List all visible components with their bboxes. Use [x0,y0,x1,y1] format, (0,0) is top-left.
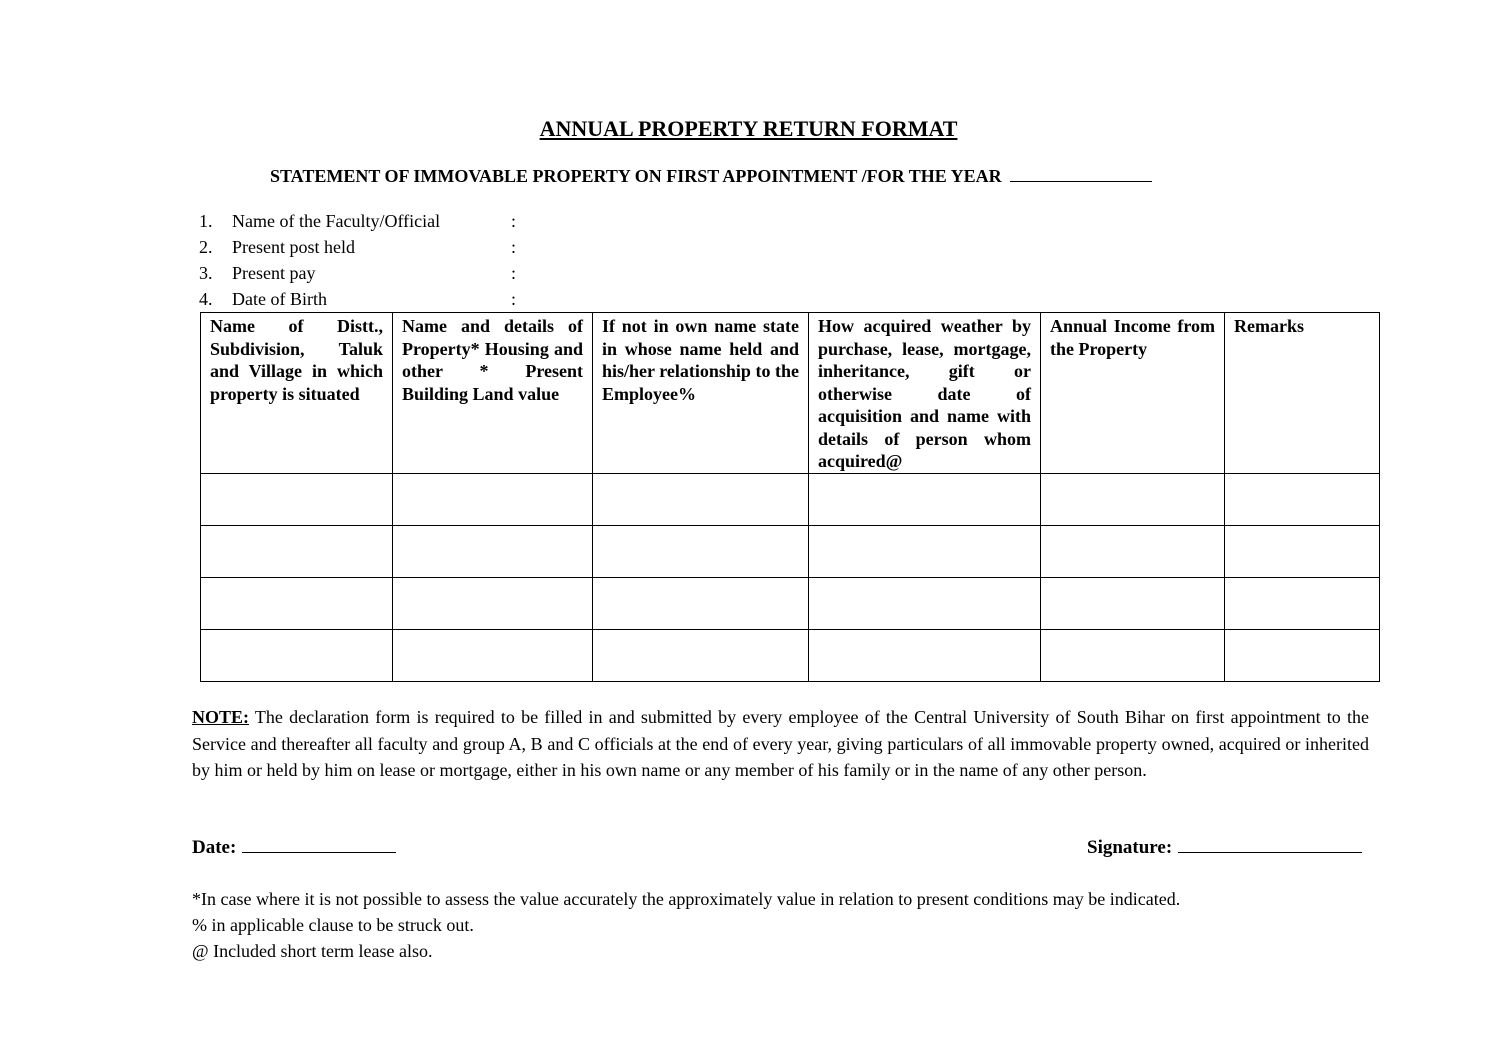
signature-label: Signature: [1087,837,1173,858]
date-line [192,836,396,859]
property-table [200,312,1380,682]
table-cell[interactable] [201,473,393,525]
field-number: 4. [199,289,213,309]
table-cell[interactable] [1225,629,1380,681]
note-text: The declaration form is required to be filled in and submitted by every employee of the Central University of South Bihar on first appointment to the Service and thereafter all faculty and group A, B and C officials at the end of every year, giving particulars of all immovable property owned, acquired or inherited by him or held by him on lease or mortgage, either in his own name or any member of his family or in the name of any other person. [192,707,1369,780]
field-label: Name of the Faculty/Official [232,211,441,231]
field-date-of-birth [199,286,599,312]
table-cell[interactable] [1041,473,1225,525]
field-label: Present pay [232,263,316,283]
table-row [201,577,1380,629]
header-property-details: Name and details of Property* Housing and other * Present Building Land value [393,313,593,474]
footnote-percent: % in applicable clause to be struck out. [192,915,474,935]
declaration-note [192,704,1369,784]
field-colon: : [511,289,517,309]
document-subtitle [270,166,1152,187]
header-held-name: If not in own name state in whose name held and his/her relationship to the Employee% [593,313,809,474]
signature-blank-line[interactable] [1178,836,1362,853]
field-colon: : [511,263,517,283]
table-cell[interactable] [1041,577,1225,629]
table-row [201,473,1380,525]
field-present-pay [199,260,599,286]
field-number: 2. [199,237,213,257]
date-label: Date: [192,837,237,858]
header-remarks: Remarks [1225,313,1380,474]
year-blank-line[interactable] [1010,167,1152,182]
table-cell[interactable] [1225,525,1380,577]
document-title: ANNUAL PROPERTY RETURN FORMAT [539,116,958,141]
table-cell[interactable] [201,577,393,629]
field-number: 1. [199,211,213,231]
field-number: 3. [199,263,213,283]
field-colon: : [511,237,517,257]
table-cell[interactable] [1041,629,1225,681]
table-cell[interactable] [593,525,809,577]
table-header-row [201,313,1380,474]
table-row [201,629,1380,681]
header-how-acquired: How acquired weather by purchase, lease, mortgage, inheritance, gift or otherwise date of acquisition and name with details of person whom acquired@ [809,313,1041,474]
field-post-held [199,234,599,260]
table-cell[interactable] [393,473,593,525]
table-cell[interactable] [593,629,809,681]
table-cell[interactable] [393,525,593,577]
footnote-at: @ Included short term lease also. [192,941,433,961]
table-cell[interactable] [593,473,809,525]
table-cell[interactable] [1225,577,1380,629]
subtitle-text: STATEMENT OF IMMOVABLE PROPERTY ON FIRST APPOINTMENT /FOR THE YEAR [270,166,1002,186]
table-cell[interactable] [393,577,593,629]
signature-line [1087,836,1362,859]
table-cell[interactable] [1041,525,1225,577]
header-annual-income: Annual Income from the Property [1041,313,1225,474]
table-cell[interactable] [393,629,593,681]
field-faculty-name [199,208,599,234]
table-cell[interactable] [593,577,809,629]
footnote-asterisk: *In case where it is not possible to assess the value accurately the approximately value in relation to present conditions may be indicated. [192,889,1181,909]
table-row [201,525,1380,577]
footnotes [192,886,1180,964]
table-cell[interactable] [1225,473,1380,525]
note-label: NOTE: [192,707,250,727]
field-label: Date of Birth [232,289,327,309]
table-cell[interactable] [809,525,1041,577]
table-cell[interactable] [809,629,1041,681]
table-cell[interactable] [201,629,393,681]
table-cell[interactable] [201,525,393,577]
date-blank-line[interactable] [242,836,396,853]
field-label: Present post held [232,237,355,257]
employee-fields [199,208,599,312]
header-location: Name of Distt., Subdivision, Taluk and Village in which property is situated [201,313,393,474]
table-cell[interactable] [809,577,1041,629]
table-cell[interactable] [809,473,1041,525]
field-colon: : [511,211,517,231]
